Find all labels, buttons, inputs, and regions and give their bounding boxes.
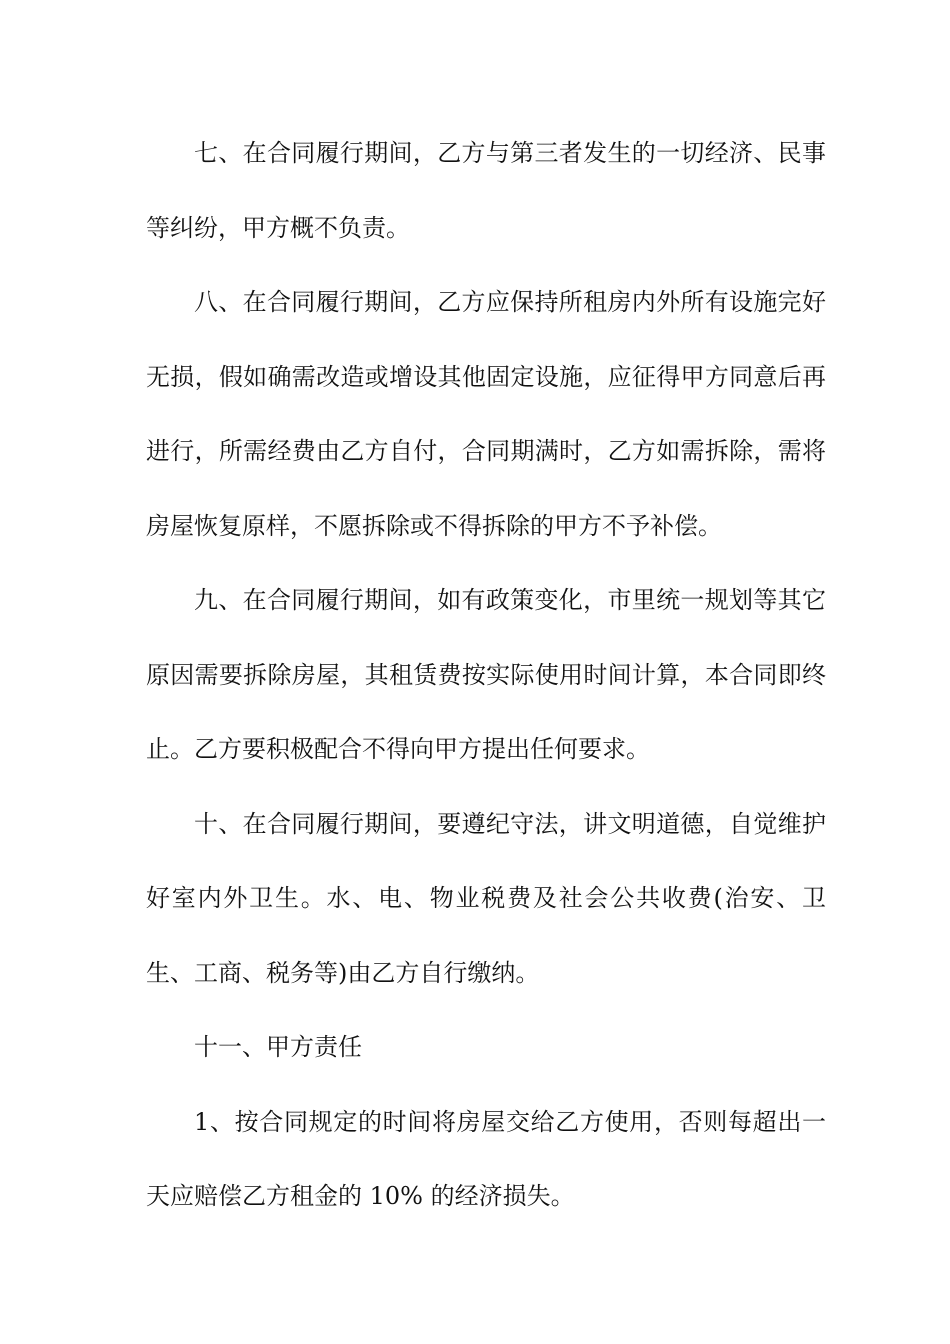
clause-7-paragraph: 七、在合同履行期间，乙方与第三者发生的一切经济、民事等纠纷，甲方概不负责。 bbox=[146, 139, 826, 242]
clause-8-paragraph: 八、在合同履行期间，乙方应保持所租房内外所有设施完好无损，假如确需改造或增设其他固定设施，应征得甲方同意后再进行，所需经费由乙方自付，合同期满时，乙方如需拆除，需将房屋恢复原样，不愿拆除或不得拆除的甲方不予补偿。 bbox=[146, 288, 826, 540]
clause-11-heading: 十一、甲方责任 bbox=[194, 1033, 362, 1061]
document-body bbox=[146, 116, 826, 1234]
clause-10-paragraph: 十、在合同履行期间，要遵纪守法，讲文明道德，自觉维护好室内外卫生。水、电、物业税费及社会公共收费(治安、卫生、工商、税务等)由乙方自行缴纳。 bbox=[146, 809, 826, 987]
clause-9-paragraph: 九、在合同履行期间，如有政策变化，市里统一规划等其它原因需要拆除房屋，其租赁费按实际使用时间计算，本合同即终止。乙方要积极配合不得向甲方提出任何要求。 bbox=[146, 586, 826, 763]
clause-11-item-1-paragraph: 1、按合同规定的时间将房屋交给乙方使用，否则每超出一天应赔偿乙方租金的 10% 的经济损失。 bbox=[146, 1107, 826, 1210]
